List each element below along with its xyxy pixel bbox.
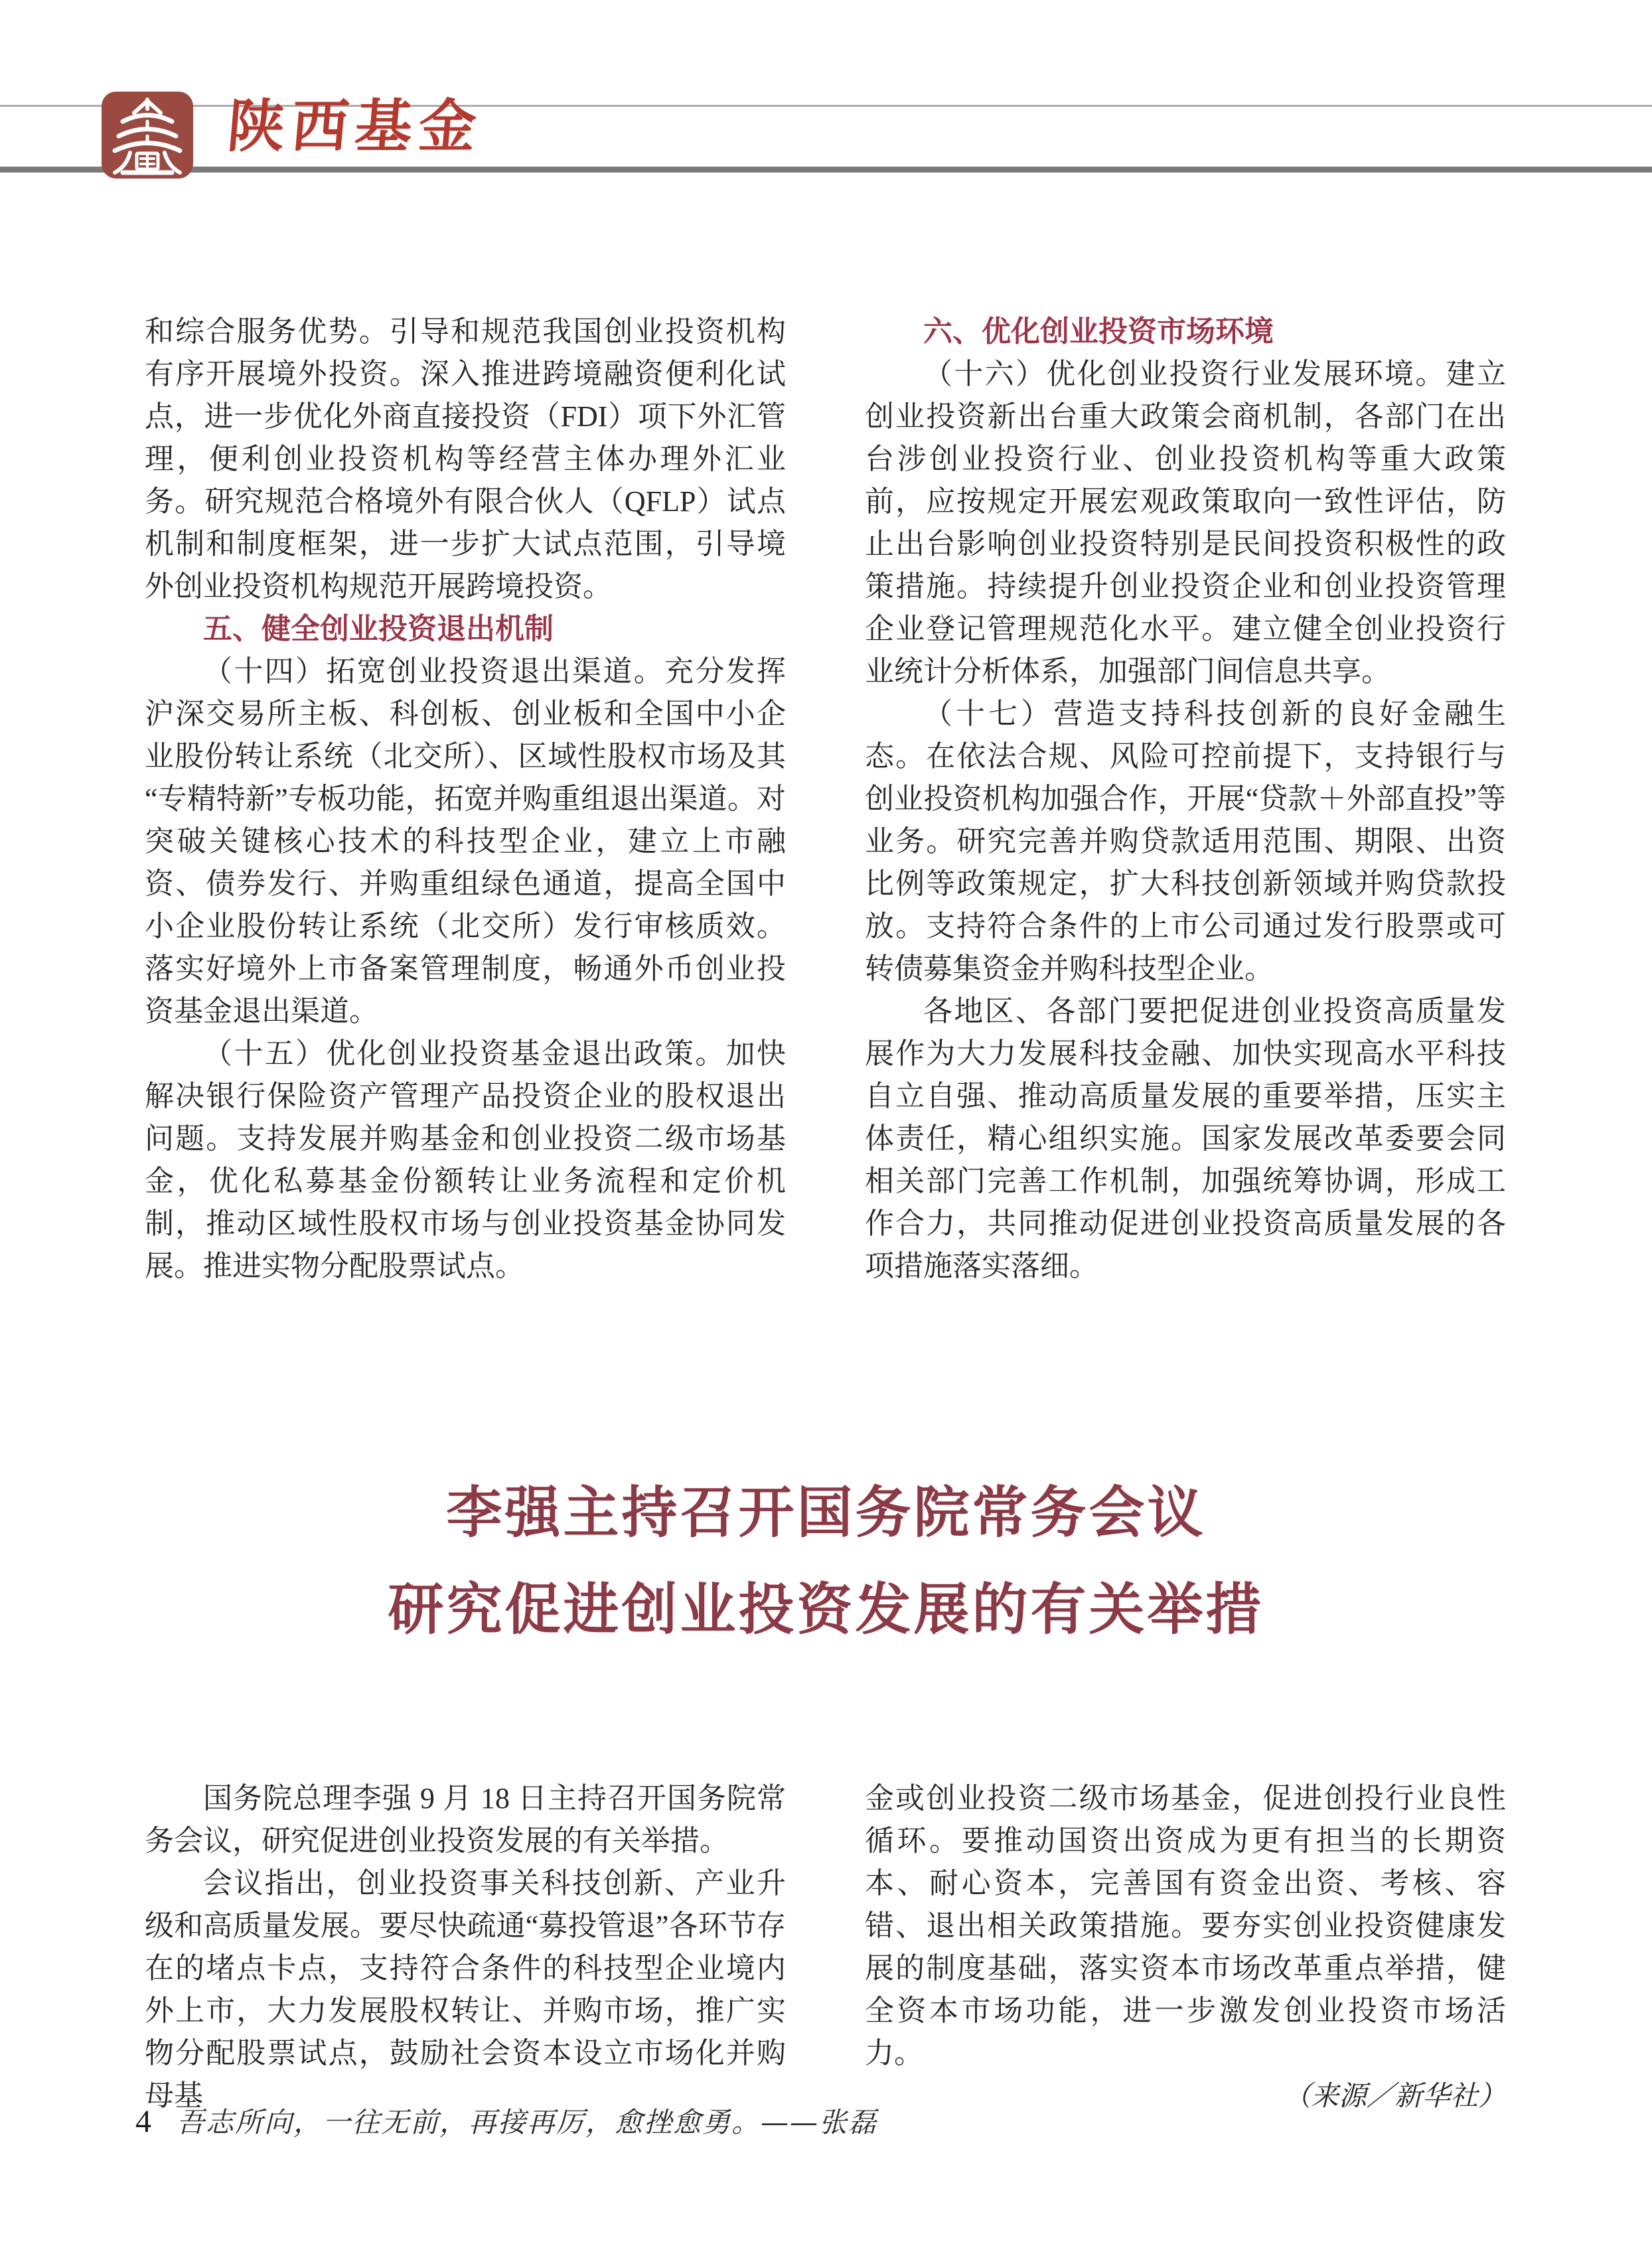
top-right-column <box>865 311 1506 1288</box>
brand-wordmark: 陕西基金 <box>224 93 486 160</box>
page-footer <box>135 2101 877 2140</box>
section-heading-6: 六、优化创业投资市场环境 <box>923 315 1274 348</box>
paragraph-meeting-2: 会议指出，创业投资事关科技创新、产业升级和高质量发展。要尽快疏通“募投管退”各环节存在的堵点卡点，支持符合条件的科技型企业境内外上市，大力发展股权转让、并购市场，推广实物分配股票试点，鼓励社会资本设立市场化并购母基 <box>145 1867 786 2112</box>
news-source: （来源／新华社） <box>1282 2079 1506 2112</box>
paragraph-continuation: 和综合服务优势。引导和规范我国创业投资机构有序开展境外投资。深入推进跨境融资便利化试点，进一步优化外商直接投资（FDI）项下外汇管理，便利创业投资机构等经营主体办理外汇业务。研究规范合格境外有限合伙人（QFLP）试点机制和制度框架，进一步扩大试点范围，引导境外创业投资机构规范开展跨境投资。 <box>145 315 786 603</box>
header-rule-thick <box>0 167 1652 173</box>
paragraph-closing: 各地区、各部门要把促进创业投资高质量发展作为大力发展科技金融、加快实现高水平科技自立自强、推动高质量发展的重要举措，压实主体责任，精心组织实施。国家发展改革委要会同相关部门完善工作机制，加强统筹协调，形成工作合力，共同推动促进创业投资高质量发展的各项措施落实落细。 <box>865 995 1506 1282</box>
top-left-column <box>145 311 786 1288</box>
article-title-line-2: 研究促进创业投资发展的有关举措 <box>388 1580 1264 1641</box>
section-heading-5: 五、健全创业投资退出机制 <box>203 613 554 645</box>
paragraph-item-17: （十七）营造支持科技创新的良好金融生态。在依法合规、风险可控前提下，支持银行与创业投资机构加强合作，开展“贷款＋外部直投”等业务。研究完善并购贷款适用范围、期限、出资比例等政策规定，扩大科技创新领域并购贷款投放。支持符合条件的上市公司通过发行股票或可转债募集资金并购科技型企业。 <box>865 698 1506 985</box>
bottom-right-column <box>865 1777 1506 2117</box>
paragraph-item-16: （十六）优化创业投资行业发展环境。建立创业投资新出台重大政策会商机制，各部门在出台涉创业投资行业、创业投资机构等重大政策前，应按规定开展宏观政策取向一致性评估，防止出台影响创业投资特别是民间投资积极性的政策措施。持续提升创业投资企业和创业投资管理企业登记管理规范化水平。建立健全创业投资行业统计分析体系，加强部门间信息共享。 <box>865 358 1506 688</box>
paragraph-item-15: （十五）优化创业投资基金退出政策。加快解决银行保险资产管理产品投资企业的股权退出问题。支持发展并购基金和创业投资二级市场基金，优化私募基金份额转让业务流程和定价机制，推动区域性股权市场与创业投资基金协同发展。推进实物分配股票试点。 <box>145 1037 786 1282</box>
bottom-left-column <box>145 1777 786 2117</box>
paragraph-meeting-3: 金或创业投资二级市场基金，促进创投行业良性循环。要推动国资出资成为更有担当的长期资本、耐心资本，完善国有资金出资、考核、容错、退出相关政策措施。要夯实创业投资健康发展的制度基础，落实资本市场改革重点举措，健全资本市场功能，进一步激发创业投资市场活力。 <box>865 1782 1506 2069</box>
pagoda-seal-icon <box>101 91 194 179</box>
page-number: 4 <box>135 2104 151 2139</box>
article-title-line-1: 李强主持召开国务院常务会议 <box>446 1483 1206 1544</box>
article-title <box>0 1465 1652 1659</box>
paragraph-item-14: （十四）拓宽创业投资退出渠道。充分发挥沪深交易所主板、科创板、创业板和全国中小企业股份转让系统（北交所）、区域性股权市场及其“专精特新”专板功能，拓宽并购重组退出渠道。对突破关键核心技术的科技型企业，建立上市融资、债券发行、并购重组绿色通道，提高全国中小企业股份转让系统（北交所）发行审核质效。落实好境外上市备案管理制度，畅通外币创业投资基金退出渠道。 <box>145 655 786 1027</box>
footer-quote: 吾志所向，一往无前，再接再厉，愈挫愈勇。——张磊 <box>177 2106 878 2138</box>
paragraph-meeting-1: 国务院总理李强 9 月 18 日主持召开国务院常务会议，研究促进创业投资发展的有关举措。 <box>145 1782 786 1857</box>
